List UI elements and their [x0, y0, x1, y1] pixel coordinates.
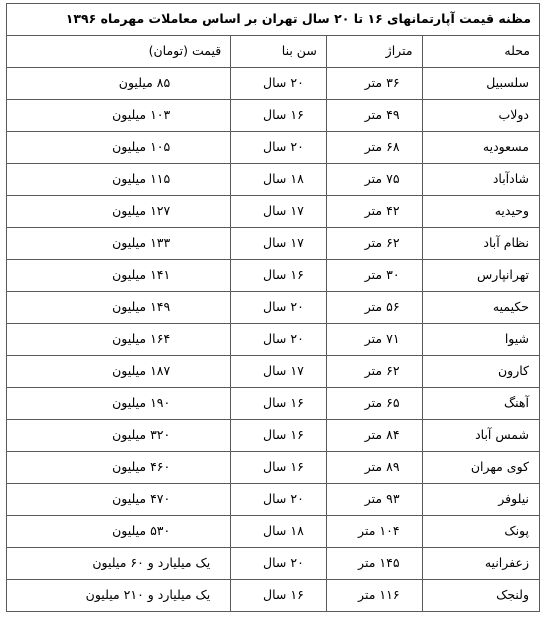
cell-neighborhood: آهنگ	[422, 388, 539, 420]
cell-age: ۱۸ سال	[231, 516, 327, 548]
cell-neighborhood: پونک	[422, 516, 539, 548]
table-row	[7, 292, 540, 324]
cell-neighborhood: تهرانپارس	[422, 260, 539, 292]
cell-area: ۳۶ متر	[326, 68, 422, 100]
cell-age: ۱۷ سال	[231, 196, 327, 228]
cell-area: ۷۱ متر	[326, 324, 422, 356]
cell-area: ۶۲ متر	[326, 356, 422, 388]
cell-price: ۴۷۰ میلیون	[7, 484, 231, 516]
cell-area: ۴۲ متر	[326, 196, 422, 228]
cell-neighborhood: شیوا	[422, 324, 539, 356]
cell-area: ۱۱۶ متر	[326, 580, 422, 612]
table-row	[7, 132, 540, 164]
cell-age: ۱۶ سال	[231, 388, 327, 420]
cell-price: ۱۴۹ میلیون	[7, 292, 231, 324]
cell-neighborhood: شمس آباد	[422, 420, 539, 452]
cell-age: ۱۶ سال	[231, 100, 327, 132]
cell-age: ۱۶ سال	[231, 260, 327, 292]
cell-area: ۱۴۵ متر	[326, 548, 422, 580]
cell-area: ۶۵ متر	[326, 388, 422, 420]
cell-neighborhood: دولاب	[422, 100, 539, 132]
cell-age: ۲۰ سال	[231, 484, 327, 516]
table-row	[7, 388, 540, 420]
table-row	[7, 68, 540, 100]
cell-price: ۳۲۰ میلیون	[7, 420, 231, 452]
cell-neighborhood: مسعودیه	[422, 132, 539, 164]
cell-age: ۱۶ سال	[231, 580, 327, 612]
table-row	[7, 356, 540, 388]
table-row	[7, 228, 540, 260]
header-neighborhood: محله	[422, 36, 539, 68]
cell-neighborhood: کارون	[422, 356, 539, 388]
cell-neighborhood: وحیدیه	[422, 196, 539, 228]
table-row	[7, 452, 540, 484]
cell-price: ۱۰۳ میلیون	[7, 100, 231, 132]
cell-area: ۶۸ متر	[326, 132, 422, 164]
cell-age: ۲۰ سال	[231, 548, 327, 580]
table-row	[7, 420, 540, 452]
cell-age: ۱۸ سال	[231, 164, 327, 196]
cell-neighborhood: زعفرانیه	[422, 548, 539, 580]
cell-age: ۱۶ سال	[231, 452, 327, 484]
table-row	[7, 516, 540, 548]
cell-price: ۱۱۵ میلیون	[7, 164, 231, 196]
cell-age: ۲۰ سال	[231, 132, 327, 164]
cell-price: ۱۹۰ میلیون	[7, 388, 231, 420]
table-title: مظنه قیمت آپارتمانهای ۱۶ تا ۲۰ سال تهران بر اساس معاملات مهرماه ۱۳۹۶	[7, 4, 540, 36]
cell-area: ۹۳ متر	[326, 484, 422, 516]
cell-neighborhood: کوی مهران	[422, 452, 539, 484]
cell-neighborhood: سلسبیل	[422, 68, 539, 100]
cell-neighborhood: نیلوفر	[422, 484, 539, 516]
cell-price: ۱۶۴ میلیون	[7, 324, 231, 356]
table-row	[7, 260, 540, 292]
header-row	[7, 36, 540, 68]
cell-price: ۵۳۰ میلیون	[7, 516, 231, 548]
cell-price: ۱۳۳ میلیون	[7, 228, 231, 260]
cell-area: ۸۴ متر	[326, 420, 422, 452]
table-row	[7, 548, 540, 580]
cell-area: ۶۲ متر	[326, 228, 422, 260]
price-table	[6, 3, 540, 612]
cell-price: ۱۴۱ میلیون	[7, 260, 231, 292]
cell-price: ۱۲۷ میلیون	[7, 196, 231, 228]
cell-age: ۲۰ سال	[231, 68, 327, 100]
cell-price: یک میلیارد و ۲۱۰ میلیون	[7, 580, 231, 612]
cell-age: ۱۷ سال	[231, 356, 327, 388]
cell-age: ۱۶ سال	[231, 420, 327, 452]
cell-neighborhood: حکیمیه	[422, 292, 539, 324]
cell-age: ۲۰ سال	[231, 324, 327, 356]
cell-age: ۱۷ سال	[231, 228, 327, 260]
cell-area: ۱۰۴ متر	[326, 516, 422, 548]
cell-price: ۴۶۰ میلیون	[7, 452, 231, 484]
cell-area: ۴۹ متر	[326, 100, 422, 132]
header-area: متراژ	[326, 36, 422, 68]
cell-price: ۸۵ میلیون	[7, 68, 231, 100]
table-body	[7, 4, 540, 612]
cell-neighborhood: نظام آباد	[422, 228, 539, 260]
table-row	[7, 484, 540, 516]
cell-neighborhood: شادآباد	[422, 164, 539, 196]
table-row	[7, 324, 540, 356]
cell-area: ۳۰ متر	[326, 260, 422, 292]
table-row	[7, 580, 540, 612]
cell-price: یک میلیارد و ۶۰ میلیون	[7, 548, 231, 580]
header-price: قیمت (تومان)	[7, 36, 231, 68]
cell-area: ۵۶ متر	[326, 292, 422, 324]
title-row	[7, 4, 540, 36]
cell-age: ۲۰ سال	[231, 292, 327, 324]
cell-neighborhood: ولنجک	[422, 580, 539, 612]
table-row	[7, 100, 540, 132]
table-row	[7, 196, 540, 228]
cell-area: ۷۵ متر	[326, 164, 422, 196]
cell-price: ۱۰۵ میلیون	[7, 132, 231, 164]
cell-area: ۸۹ متر	[326, 452, 422, 484]
table-row	[7, 164, 540, 196]
cell-price: ۱۸۷ میلیون	[7, 356, 231, 388]
header-age: سن بنا	[231, 36, 327, 68]
